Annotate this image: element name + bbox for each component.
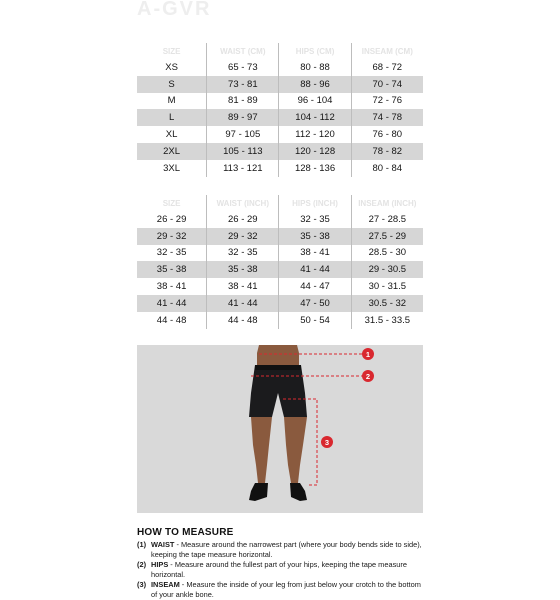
table-cell: 41 - 44 (207, 295, 279, 312)
model-torso (257, 345, 299, 367)
table-cell: 113 - 121 (207, 160, 279, 177)
table-cell: 41 - 44 (137, 295, 207, 312)
table-cell: 35 - 38 (279, 228, 351, 245)
table-row (137, 228, 423, 245)
table-cell: 41 - 44 (279, 261, 351, 278)
table-cell: 78 - 82 (351, 143, 423, 160)
marker-1 (362, 348, 374, 360)
item-text: - Measure the inside of your leg from just below your crotch to the bottom of your ankle bone. (151, 580, 421, 599)
table-cell: 27.5 - 29 (351, 228, 423, 245)
page-title: A-GVR (137, 0, 212, 20)
table-cell: 73 - 81 (207, 76, 279, 93)
table-cell: 120 - 128 (279, 143, 351, 160)
table-cell: 35 - 38 (137, 261, 207, 278)
list-item (137, 560, 427, 580)
left-leg (251, 417, 272, 483)
item-term: HIPS (151, 560, 169, 569)
marker-label: 3 (324, 438, 330, 447)
table-cell: S (137, 76, 207, 93)
table-cell: 2XL (137, 143, 207, 160)
table-cell: M (167, 95, 176, 107)
table-cell: XS (165, 61, 178, 73)
column-header: SIZE (162, 198, 181, 208)
marker-label: 2 (365, 372, 371, 381)
column-header: HIPS (CM) (279, 43, 351, 59)
table-cell: 32 - 35 (207, 245, 279, 262)
table-cell: 31.5 - 33.5 (351, 312, 423, 329)
table-cell: 65 - 73 (207, 59, 279, 76)
table-row (137, 76, 423, 93)
column-header: WAIST (CM) (207, 43, 279, 59)
column-header: INSEAM (INCH) (351, 195, 423, 211)
table-row (137, 245, 423, 262)
table-cell: 80 - 88 (279, 59, 351, 76)
marker-3 (321, 436, 333, 448)
table-row (137, 160, 423, 177)
table-header-row (137, 43, 423, 59)
table-cell: 30.5 - 32 (351, 295, 423, 312)
table-cell: 44 - 48 (156, 314, 187, 326)
item-text: - Measure around the fullest part of your hips, keeping the tape measure horizontal. (151, 560, 407, 579)
table-cell: 128 - 136 (279, 160, 351, 177)
shorts-waistband (255, 365, 301, 370)
table-cell: 38 - 41 (156, 281, 187, 293)
model-illustration (137, 345, 423, 513)
column-header: HIPS (INCH) (279, 195, 351, 211)
table-cell: L (137, 109, 207, 126)
table-cell: 29 - 30.5 (351, 261, 423, 278)
measure-instructions-list (137, 540, 427, 600)
table-row (137, 109, 423, 126)
table-cell: 30 - 31.5 (351, 278, 423, 295)
table-cell: 32 - 35 (279, 211, 351, 228)
list-item (137, 580, 427, 600)
table-cell: 68 - 72 (351, 59, 423, 76)
table-cell: 112 - 120 (279, 126, 351, 143)
table-cell: 38 - 41 (279, 245, 351, 262)
right-shoe (290, 483, 307, 501)
table-cell: 81 - 89 (207, 93, 279, 110)
table-cell: 32 - 35 (156, 247, 187, 259)
table-row (137, 278, 423, 295)
column-header: INSEAM (CM) (351, 43, 423, 59)
table-cell: 3XL (163, 162, 181, 174)
table-row (137, 59, 423, 76)
table-cell: 29 - 32 (137, 228, 207, 245)
left-shoe (249, 483, 268, 501)
table-cell: 44 - 48 (207, 312, 279, 329)
marker-label: 1 (365, 350, 371, 359)
item-number: (3) (137, 580, 147, 589)
table-cell: 26 - 29 (207, 211, 279, 228)
table-cell: 50 - 54 (279, 312, 351, 329)
table-cell: 74 - 78 (351, 109, 423, 126)
table-cell: 72 - 76 (351, 93, 423, 110)
item-text: - Measure around the narrowest part (where your body bends side to side), keeping the tape measure horizontal. (151, 540, 422, 559)
column-header: SIZE (162, 46, 181, 56)
right-leg (284, 417, 307, 483)
table-cell: 70 - 74 (351, 76, 423, 93)
table-cell: 47 - 50 (279, 295, 351, 312)
table-cell: 44 - 47 (279, 278, 351, 295)
table-cell: 38 - 41 (207, 278, 279, 295)
measurement-figure (137, 345, 423, 513)
how-to-measure-section (137, 528, 427, 600)
table-row (137, 211, 423, 228)
item-number: (1) (137, 540, 147, 549)
table-cell: 97 - 105 (207, 126, 279, 143)
table-cell: 27 - 28.5 (351, 211, 423, 228)
table-cell: 104 - 112 (279, 109, 351, 126)
item-term: INSEAM (151, 580, 180, 589)
size-table-inch (137, 195, 423, 329)
table-cell: 105 - 113 (207, 143, 279, 160)
table-header-row (137, 195, 423, 211)
table-row (137, 261, 423, 278)
table-row (137, 126, 423, 143)
column-header: WAIST (INCH) (207, 195, 279, 211)
table-row (137, 93, 423, 110)
item-number: (2) (137, 560, 147, 569)
table-cell: 88 - 96 (279, 76, 351, 93)
table-cell: 28.5 - 30 (351, 245, 423, 262)
table-cell: 80 - 84 (351, 160, 423, 177)
shorts-garment (249, 365, 307, 417)
item-term: WAIST (151, 540, 175, 549)
table-row (137, 312, 423, 329)
table-cell: 26 - 29 (156, 213, 187, 225)
table-cell: 96 - 104 (279, 93, 351, 110)
table-cell: 89 - 97 (207, 109, 279, 126)
table-cell: 35 - 38 (207, 261, 279, 278)
table-row (137, 143, 423, 160)
table-cell: XL (165, 129, 178, 141)
table-cell: 76 - 80 (351, 126, 423, 143)
list-item (137, 540, 427, 560)
table-row (137, 295, 423, 312)
table-cell: 29 - 32 (207, 228, 279, 245)
size-table-cm (137, 43, 423, 177)
marker-2 (362, 370, 374, 382)
how-to-measure-title: HOW TO MEASURE (137, 527, 234, 538)
